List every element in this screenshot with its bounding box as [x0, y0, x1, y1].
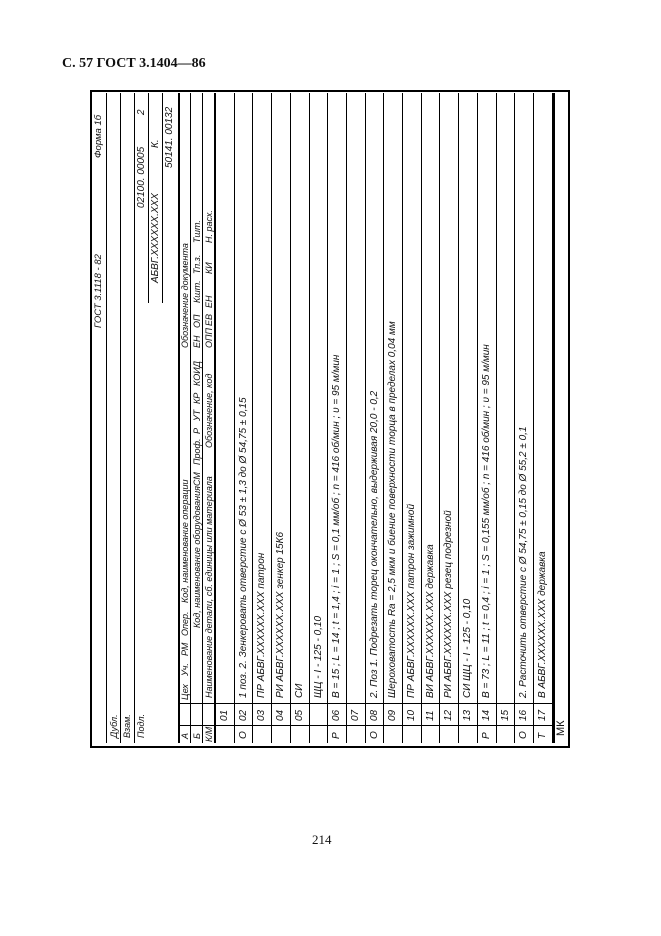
head-a-uch: Уч. [180, 663, 190, 676]
header-line-end [214, 93, 216, 743]
org-code: 50141. 00132 [164, 106, 175, 168]
head-b-koid: КОИД [192, 361, 202, 386]
row-divider [533, 93, 534, 743]
sheet-number: 2 [136, 109, 147, 115]
head-b-ksht: Кшт. [192, 280, 202, 303]
head-b-kr: КР [192, 392, 202, 404]
row-text: ЩЦ - I - 125 - 0,10 [312, 615, 324, 698]
row-number: 17 [536, 709, 548, 721]
head-b-en: ЕН [192, 335, 202, 348]
row-number: 14 [480, 709, 492, 721]
doc-code: 02100. 00005 [136, 146, 147, 208]
row-divider [383, 93, 384, 743]
head-a-operation: Код, наименование операции [180, 479, 190, 603]
frame-top [90, 90, 92, 748]
row-letter: Т [536, 732, 548, 739]
row-divider [496, 93, 497, 743]
title-block-line-1 [120, 93, 121, 743]
head-a-oper: Опер. [180, 611, 190, 636]
row-text: РИ АБВГ.XXXXXX.XXX зенкер 15К6 [275, 531, 287, 698]
row-text: В = 73 ; L = 11 ; t = 0,4 ; i = 1 ; S = 0,155 мм/об ; n = 416 об/мин ; υ = 95 м/мин [480, 344, 492, 698]
head-a-rm: РМ [180, 642, 190, 656]
form-label: Форма 1б [93, 114, 104, 158]
head-km-opp: ОПП [204, 327, 214, 348]
row-letter: О [237, 731, 249, 739]
head-b-sm: СМ [192, 472, 202, 486]
page-number: 214 [312, 832, 332, 847]
head-b-ut: УТ [192, 409, 202, 421]
gost-label: ГОСТ 3.1118 - 82 [93, 254, 104, 328]
row-text: СИ ЩЦ - I - 125 - 0,10 [462, 598, 474, 698]
title-block-line-2 [134, 93, 135, 743]
row-text: 1 поз. 2. Зенкеровать отверстие с Ø 53 ± 1,3 до Ø 54,75 ± 0,15 [237, 397, 249, 698]
frame-right [90, 91, 570, 93]
mk-label: МК [555, 720, 567, 736]
row-number: 11 [424, 710, 436, 721]
header-line-b [190, 93, 191, 743]
row-number: 13 [462, 709, 474, 721]
title-block-line-3 [148, 93, 149, 303]
row-divider [421, 93, 422, 743]
head-b-equipment: Код, наименование оборудования [192, 486, 202, 628]
row-text: В = 15 ; L = 14 ; t = 1,4 ; i = 1 ; S = 0,1 мм/об ; n = 416 об/мин ; υ = 95 м/мин [331, 354, 343, 698]
head-km-nrash: Н. расх. [204, 210, 214, 243]
row-divider [402, 93, 403, 743]
row-number: 06 [331, 709, 343, 721]
row-text: 2. Расточить отверстие с Ø 54,75 ± 0,15 до Ø 55,2 ± 0,1 [518, 426, 530, 698]
head-b-tsht: Тшт. [192, 220, 202, 243]
row-text: ВИ АБВГ.XXXXXX.XXX державка [424, 544, 436, 698]
row-divider [365, 93, 366, 743]
row-text: 2. Поз 1. Подрезать торец окончательно, выдерживая 20,0 - 0,2 [368, 390, 380, 698]
head-km-code: Обозначение, код [204, 373, 214, 448]
header-line-km [202, 93, 203, 743]
row-letter: Р [331, 732, 343, 739]
head-b-r: Р [192, 427, 202, 434]
row-letter-a: А [180, 732, 190, 739]
row-divider [327, 93, 328, 743]
head-km-ev: ЕВ [204, 313, 214, 326]
designation: АБВГ.XXXXXX.XXX [150, 193, 161, 283]
row-text: Шероховатость Ra = 2,5 мкм и биение поверхности торца в пределах 0,04 мм [387, 321, 399, 698]
head-km-ki: КИ [204, 262, 214, 274]
frame-bottom [568, 90, 570, 748]
k-mark: К. [150, 139, 161, 148]
row-text: ПР АБВГ.XXXXXX.XXX патрон зажимной [406, 503, 417, 698]
title-block-line-4 [162, 93, 163, 303]
route-card-form [90, 90, 570, 748]
row-divider [346, 93, 347, 743]
title-block-top [106, 93, 107, 743]
row-number: 08 [368, 709, 380, 721]
row-letter: О [518, 731, 530, 739]
row-letter-km: К/М [204, 726, 214, 742]
page-header: С. 57 ГОСТ 3.1404—86 [62, 56, 206, 71]
row-number: 12 [443, 709, 455, 721]
row-letter-b: Б [192, 733, 202, 739]
row-number: 02 [237, 709, 249, 721]
head-b-op: ОП [192, 314, 202, 328]
side-label-vzam: Взам. [122, 714, 132, 738]
row-number: 16 [518, 709, 530, 721]
row-letter: Р [480, 732, 492, 739]
row-number: 10 [406, 709, 417, 721]
row-divider [271, 93, 272, 743]
row-number: 04 [275, 709, 287, 721]
head-b-prof: Проф. [192, 438, 202, 465]
row-letter: О [368, 731, 380, 739]
footer-line [553, 93, 555, 743]
row-number: 07 [349, 709, 361, 721]
head-b-tpz: Тп.з. [192, 254, 202, 274]
head-km-name: Наименование детали, сб. единицы или материала [204, 476, 214, 698]
row-divider [309, 93, 310, 743]
row-divider [477, 93, 478, 743]
row-number: 01 [219, 709, 230, 721]
row-divider [458, 93, 459, 743]
row-divider [234, 93, 235, 743]
row-number: 05 [293, 709, 305, 721]
row-divider [439, 93, 440, 743]
row-text: ПР АБВГ.XXXXXX.XXX патрон [256, 552, 268, 698]
row-number: 15 [499, 709, 511, 721]
row-divider [290, 93, 291, 743]
row-text: РИ АБВГ.XXXXXX.XXX резец подрезной [443, 510, 455, 698]
head-a-cex: Цех [180, 684, 190, 700]
head-a-document: Обозначение документа [180, 243, 190, 348]
frame-left [90, 747, 570, 749]
row-divider [252, 93, 253, 743]
row-number: 09 [387, 709, 399, 721]
side-label-dubl: Дубл. [109, 714, 119, 738]
row-text: В АБВГ.XXXXXX.XXX державка [536, 551, 548, 698]
head-km-en: ЕН [204, 295, 214, 308]
row-number: 03 [256, 709, 268, 721]
side-label-podl: Подл. [136, 713, 146, 738]
row-divider [514, 93, 515, 743]
row-text: СИ [293, 683, 305, 698]
